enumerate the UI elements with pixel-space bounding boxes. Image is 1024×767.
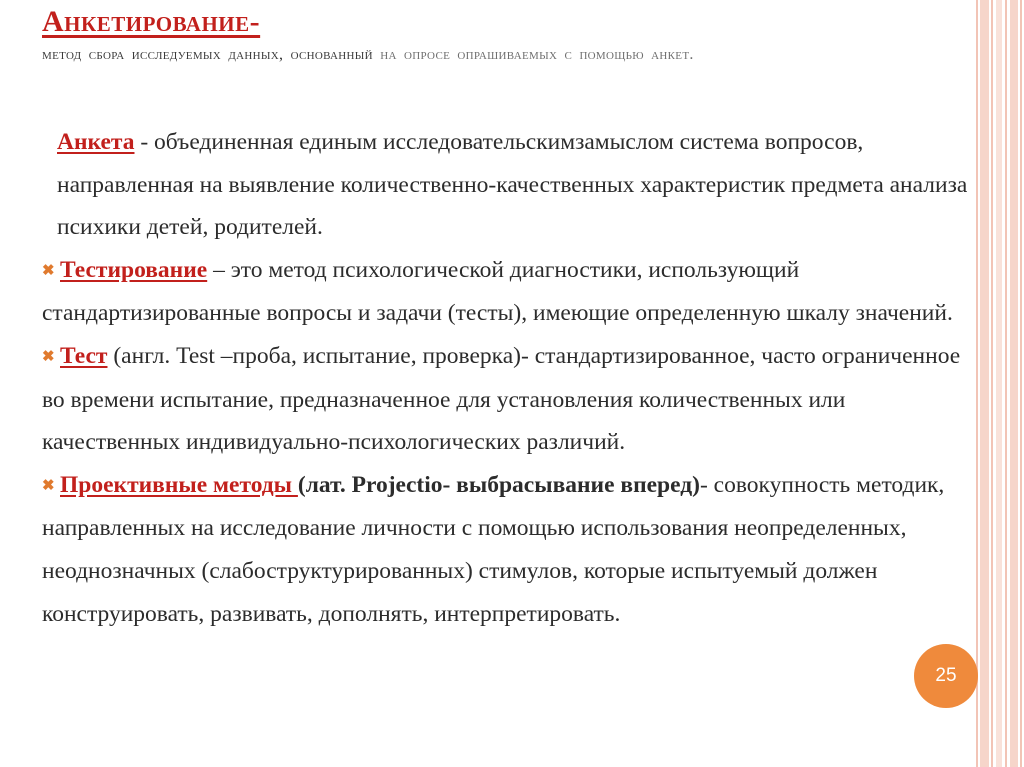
subtitle-part-2: на опросе опрашиваемых с помощью анкет.: [380, 46, 694, 63]
slide-subtitle: [42, 42, 972, 68]
term-anketa: Анкета: [57, 129, 135, 155]
definition-test: [42, 335, 982, 464]
definition-testirovanie: [42, 249, 982, 335]
page-number-badge: 25: [914, 644, 978, 708]
slide-content: [42, 121, 982, 635]
definition-text: (англ. Test –проба, испытание, проверка)- стандартизированное, часто ограниченное во времени испытание, предназначенное для установления количественных или качественных индивидуально-психологических различий.: [42, 342, 961, 456]
title-block: [42, 4, 972, 68]
term-test: Тест: [60, 342, 108, 369]
slide-title: Анкетирование-: [42, 5, 261, 38]
definition-text: – это метод психологической диагностики, использующий стандартизированные вопросы и задачи (тесты), имеющие определенную шкалу значений.: [42, 256, 953, 327]
definition-text: - объединенная единым исследовательскимзамыслом система вопросов, направленная на выявление количественно-качественных характеристик предмета анализа психики детей, родителей.: [57, 129, 968, 241]
subtitle-part-1: метод сбора исследуемых данных, основанный: [42, 46, 381, 63]
x-bullet-icon: ✖: [42, 348, 55, 365]
decorative-stripes: [976, 0, 1024, 767]
definition-anketa: [42, 121, 982, 249]
latin-origin: (лат. Projectio- выбрасывание вперед): [297, 471, 700, 498]
definition-proektivnye: [42, 464, 982, 635]
x-bullet-icon: ✖: [42, 477, 55, 494]
term-testirovanie: Тестирование: [60, 256, 208, 283]
x-bullet-icon: ✖: [42, 262, 55, 279]
term-proektivnye-metody: Проективные методы: [60, 471, 298, 498]
definition-text: - совокупность методик, направленных на исследование личности с помощью использования неопределенных, неоднозначных (слабоструктурированных) стимулов, которые испытуемый должен конструировать, развивать, дополнять, интерпретировать.: [42, 471, 945, 627]
